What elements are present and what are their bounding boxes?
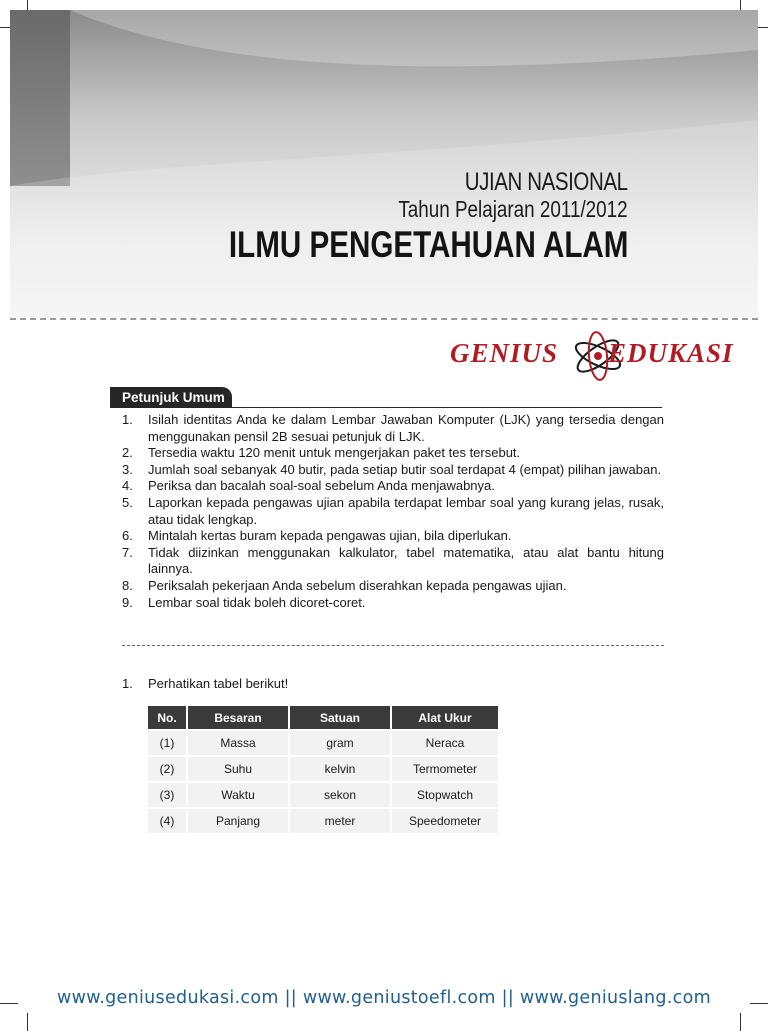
crop-mark [27, 1013, 28, 1031]
table-cell: Speedometer [392, 809, 498, 833]
table-cell: Waktu [188, 783, 288, 807]
table-cell: (2) [148, 757, 186, 781]
column-header: Besaran [188, 706, 288, 729]
footer-websites: www.geniusedukasi.com || www.geniustoefl.com || www.geniuslang.com [57, 988, 711, 1008]
list-item: 5. Laporkan kepada pengawas ujian apabila terdapat lembar soal yang kurang jelas, rusak, atau tidak lengkap. [122, 494, 664, 527]
logo-text-right: EDUKASI [608, 338, 734, 368]
question-1 [122, 676, 288, 691]
header-banner [10, 10, 758, 318]
question-number: 1. [122, 676, 133, 691]
logo-text-left: GENIUS [450, 338, 559, 368]
table-header-row [148, 706, 498, 729]
list-item: 6. Mintalah kertas buram kepada pengawas ujian, bila diperlukan. [122, 528, 512, 544]
table-cell: meter [290, 809, 390, 833]
table-cell: (4) [148, 809, 186, 833]
table-cell: Panjang [188, 809, 288, 833]
quantities-table [146, 704, 500, 835]
question-text: Perhatikan tabel berikut! [148, 676, 289, 691]
column-header: No. [148, 706, 186, 729]
table-cell: (3) [148, 783, 186, 807]
table-cell: gram [290, 731, 390, 755]
table-cell: Suhu [188, 757, 288, 781]
table-row [148, 809, 498, 833]
section-tab-left [110, 387, 122, 408]
genius-edukasi-logo [450, 330, 750, 382]
academic-year: Tahun Pelajaran 2011/2012 [398, 196, 628, 222]
list-item: 1. Isilah identitas Anda ke dalam Lembar Jawaban Komputer (LJK) yang tersedia dengan menggunakan pensil 2B sesuai petunjuk di LJK. [122, 412, 664, 444]
table-cell: Stopwatch [392, 783, 498, 807]
exam-name: UJIAN NASIONAL [465, 168, 628, 196]
header-dashed-divider [10, 318, 758, 320]
column-header: Alat Ukur [392, 706, 498, 729]
table-cell: Massa [188, 731, 288, 755]
table-row [148, 783, 498, 807]
table-cell: sekon [290, 783, 390, 807]
section-title: Petunjuk Umum [122, 387, 232, 408]
column-header: Satuan [290, 706, 390, 729]
header-swoosh [10, 10, 758, 318]
table-row [148, 757, 498, 781]
instructions-divider [122, 645, 664, 646]
list-item: 9. Lembar soal tidak boleh dicoret-coret. [122, 594, 366, 610]
list-item: 8. Periksalah pekerjaan Anda sebelum diserahkan kepada pengawas ujian. [122, 577, 567, 593]
list-item: 3. Jumlah soal sebanyak 40 butir, pada setiap butir soal terdapat 4 (empat) pilihan jawaban. [122, 461, 662, 477]
table-cell: Neraca [392, 731, 498, 755]
table-cell: (1) [148, 731, 186, 755]
list-item: 4. Periksa dan bacalah soal-soal sebelum Anda menjawabnya. [122, 478, 495, 494]
section-underline [122, 407, 662, 408]
subject-title: ILMU PENGETAHUAN ALAM [228, 224, 628, 265]
list-item: 7. Tidak diizinkan menggunakan kalkulator, tabel matematika, atau alat bantu hitung lainnya. [122, 544, 664, 577]
instruction-list [122, 412, 664, 611]
table-cell: Termometer [392, 757, 498, 781]
list-item: 2. Tersedia waktu 120 menit untuk mengerjakan paket tes tersebut. [122, 445, 521, 461]
crop-mark [740, 1013, 741, 1031]
table-cell: kelvin [290, 757, 390, 781]
table-row [148, 731, 498, 755]
